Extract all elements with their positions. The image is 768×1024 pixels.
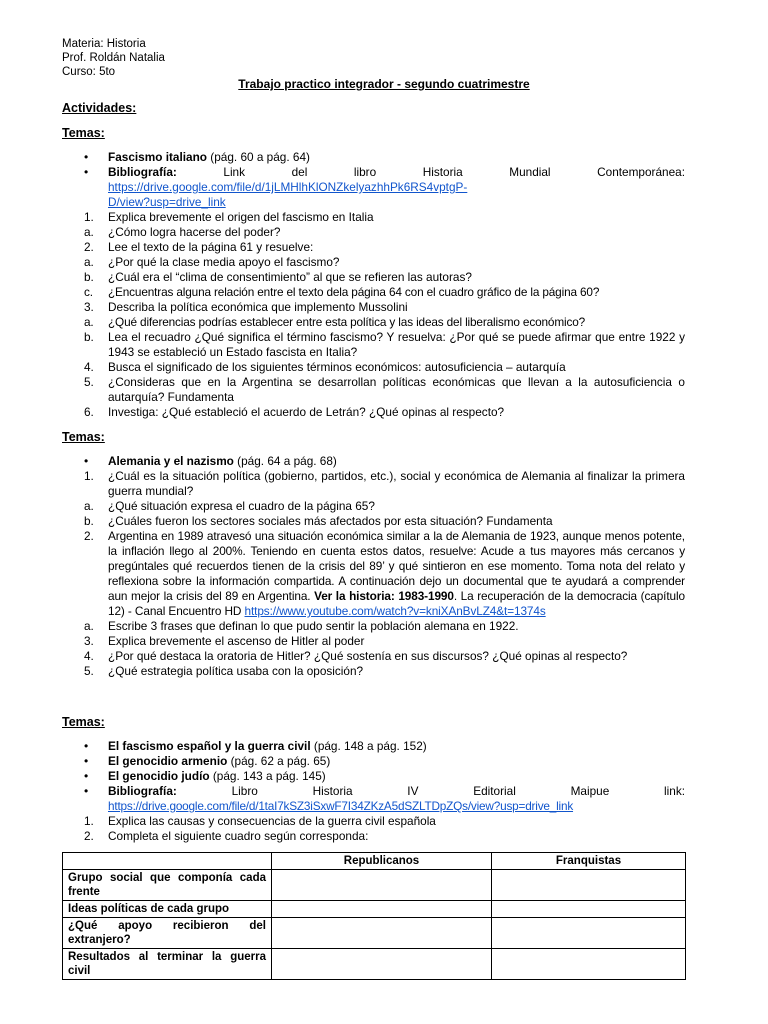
table-header-cell (63, 853, 272, 870)
bibliography-label: Bibliografía: (108, 165, 177, 179)
list-item: b. ¿Cuáles fueron los sectores sociales más afectados por esta situación? Fundamenta (84, 514, 553, 528)
list-item: a. ¿Qué diferencias podrías establecer entre esta política y las ideas del liberalismo económico? (84, 315, 586, 329)
section-1-heading: Temas: (62, 126, 105, 140)
table-header-row (63, 853, 686, 870)
row-label: Ideas políticas de cada grupo (63, 901, 272, 918)
row-label: Grupo social que componía cada frente (63, 870, 272, 901)
section-1 (84, 150, 685, 420)
header-materia: Materia: Historia (62, 38, 146, 50)
list-item: 1. Explica brevemente el origen del fascismo en Italia (84, 210, 374, 224)
bullet-icon: • (84, 769, 89, 783)
bullet-icon: • (84, 784, 89, 798)
topic-item: • El genocidio judío (pág. 143 a pág. 145) (84, 769, 326, 783)
list-item: 1. Explica las causas y consecuencias de la guerra civil española (84, 814, 436, 828)
answer-cell[interactable] (492, 870, 686, 901)
answer-cell[interactable] (272, 901, 492, 918)
bibliography-link-line1[interactable]: https://drive.google.com/file/d/1jLMHlhKlONZkelyazhhPk6RS4vptgP- (108, 180, 468, 194)
row-label: Resultados al terminar la guerra civil (63, 949, 272, 980)
bullet-icon: • (84, 754, 89, 768)
list-item: 5. ¿Consideras que en la Argentina se desarrollan políticas económicas que llevan a la autosuficiencia o autarquía? Fundamenta (84, 375, 685, 404)
bibliography-link-line2[interactable]: D/view?usp=drive_link (108, 195, 226, 209)
topic-title: Fascismo italiano (108, 150, 207, 164)
answer-cell[interactable] (492, 949, 686, 980)
list-item: 6. Investiga: ¿Qué estableció el acuerdo de Letrán? ¿Qué opinas al respecto? (84, 405, 505, 419)
list-item: 4. ¿Por qué destaca la oratoria de Hitler? ¿Qué sostenía en sus discursos? ¿Qué opinas al respecto? (84, 649, 628, 663)
list-item: c. ¿Encuentras alguna relación entre el texto dela página 64 con el cuadro gráfico de la página 60? (84, 285, 600, 299)
bibliography-label: Bibliografía: (108, 784, 177, 798)
bibliography-item (84, 165, 685, 210)
table-header-cell: Republicanos (272, 853, 492, 870)
list-item: 3. Describa la política económica que implemento Mussolini (84, 300, 408, 314)
documentary-title: Ver la historia: 1983-1990 (314, 589, 454, 603)
list-item: a. ¿Por qué la clase media apoyo el fascismo? (84, 255, 340, 269)
bullet-icon: • (84, 150, 89, 164)
list-item: a. ¿Cómo logra hacerse del poder? (84, 225, 281, 239)
topic-item (84, 150, 685, 165)
topic-item: • El genocidio armenio (pág. 62 a pág. 65) (84, 754, 331, 768)
header-profesor: Prof. Roldán Natalia (62, 52, 165, 64)
topic-pages: (pág. 64 a pág. 68) (233, 454, 337, 468)
topic-title: Alemania y el nazismo (108, 454, 234, 468)
table-row (63, 949, 686, 980)
answer-cell[interactable] (272, 918, 492, 949)
bullet-icon: • (84, 165, 89, 179)
answer-cell[interactable] (492, 901, 686, 918)
topic-item: • El fascismo español y la guerra civil (pág. 148 a pág. 152) (84, 739, 427, 753)
list-item: 2. Lee el texto de la página 61 y resuelve: (84, 240, 314, 254)
topic-item (84, 454, 685, 469)
list-item: 1. ¿Cuál es la situación política (gobierno, partidos, etc.), social y económica de Alemania al finalizar la primera guerra mundial? (84, 469, 685, 498)
actividades-heading: Actividades: (62, 101, 137, 115)
table-row (63, 870, 686, 901)
topic-pages: (pág. 60 a pág. 64) (207, 150, 310, 164)
list-item: b. Lea el recuadro ¿Qué significa el término fascismo? Y resuelva: ¿Por qué se puede afirmar que entre 1922 y 1943 se estableció un Estado fascista en Italia? (84, 330, 685, 359)
table-header-cell: Franquistas (492, 853, 686, 870)
answer-cell[interactable] (272, 870, 492, 901)
section-2 (84, 454, 685, 679)
section-3-heading: Temas: (62, 715, 105, 729)
list-item: a. ¿Qué situación expresa el cuadro de la página 65? (84, 499, 375, 513)
section-2-heading: Temas: (62, 430, 105, 444)
comparison-table (62, 852, 686, 980)
table-row (63, 918, 686, 949)
bibliography-link[interactable]: https://drive.google.com/file/d/1taI7kSZ3iSxwF7I34ZKzA5dSZLTDpZQs/view?usp=drive_link (108, 799, 574, 813)
list-item: b. ¿Cuál era el “clima de consentimiento” al que se refieren las autoras? (84, 270, 472, 284)
bibliography-text: Libro Historia IV Editorial Maipue link: (176, 784, 685, 798)
bibliography-text: Link del libro Historia Mundial Contemporánea: (176, 165, 685, 179)
youtube-link[interactable]: https://www.youtube.com/watch?v=kniXAnBvLZ4&t=1374s (244, 604, 546, 618)
section-1-items (84, 210, 685, 420)
list-item: 2. Completa el siguiente cuadro según corresponda: (84, 829, 369, 843)
document-title: Trabajo practico integrador - segundo cuatrimestre (238, 77, 530, 91)
list-item: a. Escribe 3 frases que definan lo que pudo sentir la población alemana en 1922. (84, 619, 519, 633)
list-item: 3. Explica brevemente el ascenso de Hitler al poder (84, 634, 365, 648)
bibliography-item (84, 784, 685, 814)
answer-cell[interactable] (272, 949, 492, 980)
table-row (63, 901, 686, 918)
answer-cell[interactable] (492, 918, 686, 949)
section-3 (84, 739, 685, 844)
row-label: ¿Qué apoyo recibieron del extranjero? (63, 918, 272, 949)
bullet-icon: • (84, 454, 89, 468)
list-item: 5. ¿Qué estrategia política usaba con la oposición? (84, 664, 364, 678)
header-curso: Curso: 5to (62, 66, 116, 78)
list-item: 4. Busca el significado de los siguientes términos económicos: autosuficiencia – autarquía (84, 360, 566, 374)
list-item: 2. Argentina en 1989 atravesó una situación económica similar a la de Alemania de 1923, aunque menos potente, la inflación llego al 200%. Teniendo en cuenta estos datos, resuelve: Acude a tus mayores más cercanos y pregúntales qué recuerdos tienen de la crisis del 89’ y qué sintieron en ese momento. Toma nota del relato y reflexiona sobre la información compartida. A continuación dejo un documental que te ayudará a comprender aun mejor la crisis del 89 en Argentina. Ver la historia: 1983-1990. La recuperación de la democracia (capítulo 12) - Canal Encuentro HD https://www.youtube.com/watch?v=kniXAnBvLZ4&t=1374s (84, 529, 685, 618)
bullet-icon: • (84, 739, 89, 753)
